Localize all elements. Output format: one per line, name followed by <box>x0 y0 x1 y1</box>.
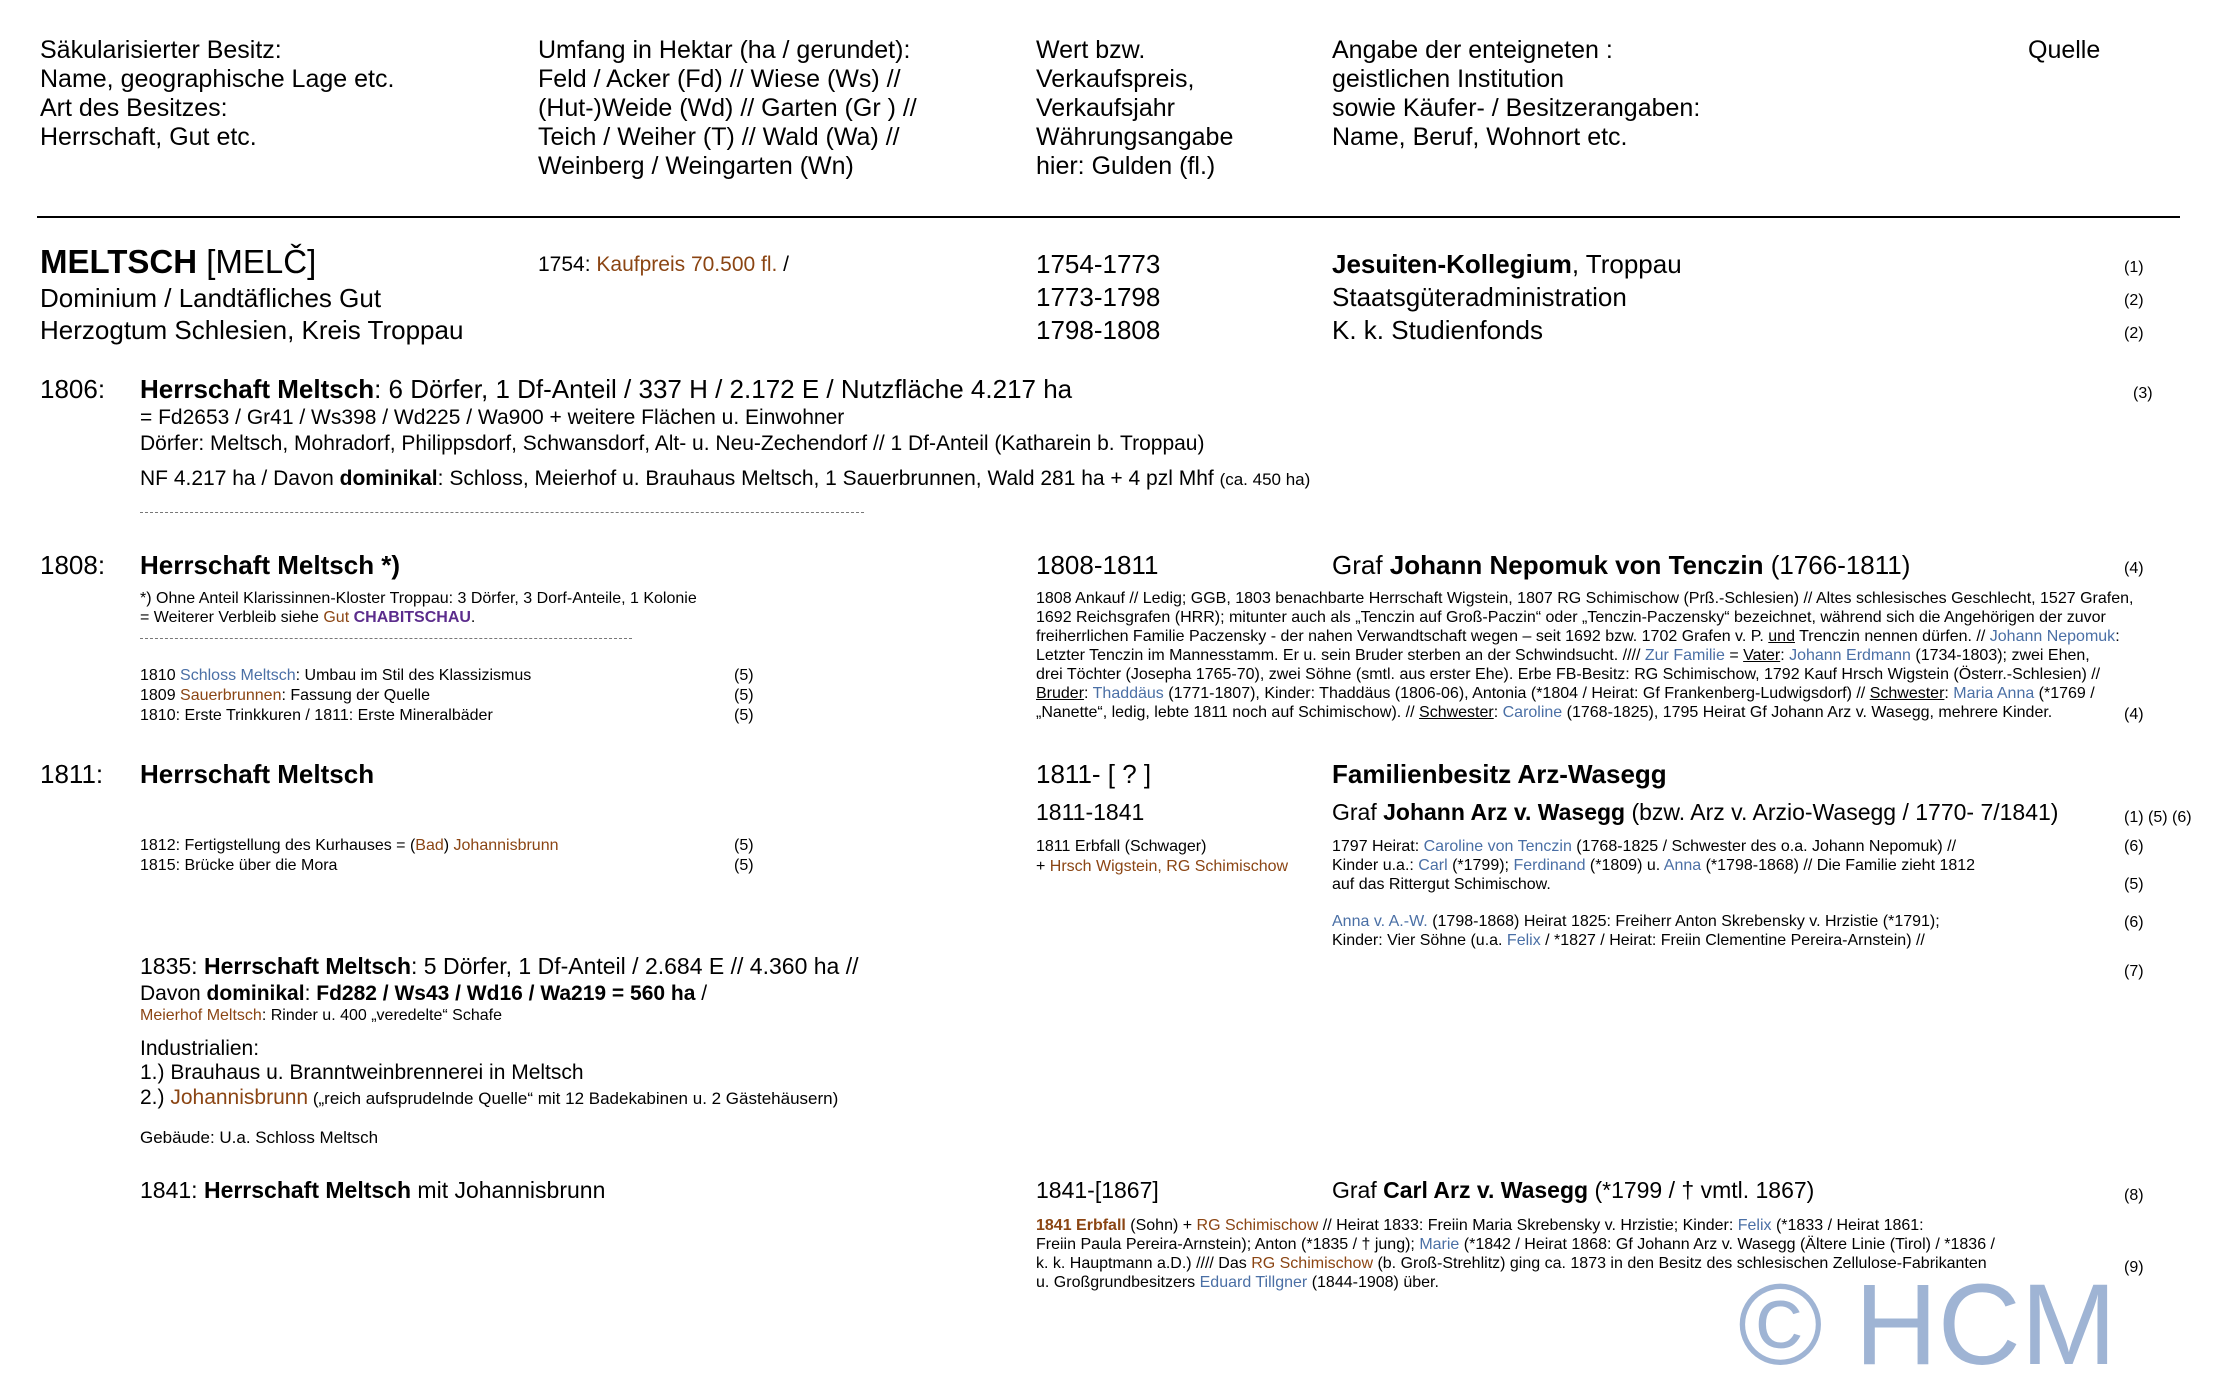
event-text: 1812: Fertigstellung des Kurhauses = ( <box>140 837 416 854</box>
nf-small: (ca. 450 ha) <box>1219 470 1311 489</box>
industrialien-item: 1.) Brauhaus u. Branntweinbrennerei in Meltsch <box>140 1061 584 1084</box>
event-item <box>140 666 531 685</box>
note-text: + <box>1036 858 1050 875</box>
header-text: hier: Gulden (fl.) <box>1036 152 1216 180</box>
section-1808-note: *) Ohne Anteil Klarissinnen-Kloster Troppau: 3 Dörfer, 3 Dorf-Anteile, 1 Kolonie <box>140 590 697 607</box>
event-text: : Fassung der Quelle <box>281 687 430 704</box>
source-ref: (4) <box>2124 706 2144 723</box>
section-1806-areas: = Fd2653 / Gr41 / Ws398 / Wd225 / Wa900 + weitere Flächen u. Einwohner <box>140 406 845 429</box>
hcm-watermark: © HCM <box>1738 1261 2117 1389</box>
owner-rest: , Troppau <box>1571 249 1682 279</box>
line-text: 2.) <box>140 1086 171 1109</box>
source-ref: (5) <box>734 707 754 724</box>
line-text: : Rinder u. 400 „veredelte“ Schafe <box>261 1007 502 1024</box>
line-bold: Herrschaft Meltsch <box>203 953 412 979</box>
event-item: 1810: Erste Trinkkuren / 1811: Erste Mineralbäder <box>140 707 493 724</box>
industrialien-title: Industrialien: <box>140 1037 260 1060</box>
owner-rest: Graf <box>1332 1177 1384 1203</box>
inheritance-note: 1811 Erbfall (Schwager) <box>1036 838 1207 855</box>
section-1835-title <box>140 953 859 980</box>
title-czech: [MELČ] <box>197 243 317 280</box>
source-ref: (5) <box>734 857 754 874</box>
owner-rest: (*1799 / † vmtl. 1867) <box>1588 1177 1815 1203</box>
nf-text: NF 4.217 ha / Davon <box>140 467 340 490</box>
source-ref: (3) <box>2133 385 2153 402</box>
event-link[interactable]: Schloss Meltsch <box>180 667 296 684</box>
owner-rest: (bzw. Arz v. Arzio-Wasegg / 1770- 7/1841) <box>1625 799 2059 825</box>
page-title <box>40 242 316 282</box>
section-1811-title <box>140 758 374 790</box>
ownership-years: 1754-1773 <box>1036 249 1161 279</box>
line-text: / <box>695 982 708 1005</box>
nf-bold: dominikal <box>339 467 438 490</box>
owner-rest: Graf <box>1332 550 1390 580</box>
event-text: 1809 <box>140 687 181 704</box>
source-ref: (1) <box>2124 259 2144 276</box>
ownership-owner <box>1332 799 2058 826</box>
note-text: . <box>470 609 476 626</box>
header-text: Teich / Weiher (T) // Wald (Wa) // <box>538 123 900 151</box>
header-col-quelle: Quelle <box>2028 36 2101 64</box>
header-text: Herrschaft, Gut etc. <box>40 123 257 151</box>
header-col-wert <box>1036 36 1233 181</box>
price-value: Kaufpreis 70.500 fl. <box>596 253 778 276</box>
line-bold: Herrschaft Meltsch <box>203 1177 412 1203</box>
owner-rest: Staatsgüteradministration <box>1332 282 1627 312</box>
source-ref: (6) <box>2124 914 2144 931</box>
johannisbrunn-link[interactable]: Johannisbrunn <box>170 1086 309 1109</box>
ownership-years: 1798-1808 <box>1036 315 1161 345</box>
dashed-divider <box>140 512 864 513</box>
year-1811: 1811: <box>40 759 104 789</box>
source-ref: (7) <box>2124 963 2144 980</box>
event-item <box>140 686 430 705</box>
event-item: 1815: Brücke über die Mora <box>140 857 338 874</box>
gebaeude-note: Gebäude: U.a. Schloss Meltsch <box>140 1128 379 1147</box>
note-text: = Weiterer Verbleib siehe <box>140 609 324 626</box>
section-1806-villages: Dörfer: Meltsch, Mohradorf, Philippsdorf, Schwansdorf, Alt- u. Neu-Zechendorf // 1 Df-Anteil (Katharein b. Troppau) <box>140 432 1205 455</box>
year-1806: 1806: <box>40 374 106 404</box>
price-year: 1754: <box>538 253 597 276</box>
section-1806-nf <box>140 466 1310 493</box>
title-location: Herzogtum Schlesien, Kreis Troppau <box>40 315 464 345</box>
header-text: Umfang in Hektar (ha / gerundet): <box>538 36 911 64</box>
ownership-owner <box>1332 248 1682 280</box>
source-ref: (6) <box>2124 838 2144 855</box>
header-divider <box>37 216 2180 218</box>
line-text: 1835: <box>140 953 204 979</box>
header-text: Name, Beruf, Wohnort etc. <box>1332 123 1628 151</box>
source-ref: (8) <box>2124 1187 2144 1204</box>
section-1808-note <box>140 608 475 627</box>
section-1841-title <box>140 1177 605 1204</box>
header-text: Weinberg / Weingarten (Wn) <box>538 152 854 180</box>
header-text: Verkaufspreis, <box>1036 65 1195 93</box>
owner-rest: K. k. Studienfonds <box>1332 315 1544 345</box>
event-link[interactable]: Johannisbrunn <box>453 837 559 854</box>
ownership-owner <box>1332 314 1543 346</box>
source-ref: (2) <box>2124 325 2144 342</box>
title-rest: : 6 Dörfer, 1 Df-Anteil / 337 H / 2.172 E / Nutzfläche 4.217 ha <box>374 374 1073 404</box>
dashed-divider <box>140 638 632 639</box>
event-text: ) <box>443 837 454 854</box>
ownership-years: 1811- [ ? ] <box>1036 759 1152 789</box>
source-ref: (4) <box>2124 560 2144 577</box>
header-text: Name, geographische Lage etc. <box>40 65 395 93</box>
price-suffix: / <box>777 253 790 276</box>
title-bold: Herrschaft Meltsch <box>140 374 375 404</box>
section-1835-dominikal <box>140 981 707 1007</box>
line-text: („reich aufsprudelnde Quelle“ mit 12 Badekabinen u. 2 Gästehäusern) <box>308 1089 839 1108</box>
owner-rest: Graf <box>1332 799 1384 825</box>
meierhof-link[interactable]: Meierhof Meltsch <box>140 1007 262 1024</box>
ownership-years: 1811-1841 <box>1036 799 1145 825</box>
header-col-angabe <box>1332 36 1700 152</box>
line-bold: Fd282 / Ws43 / Wd16 / Wa219 = 560 ha <box>316 982 696 1005</box>
header-text: geistlichen Institution <box>1332 65 1565 93</box>
line-text: : 5 Dörfer, 1 Df-Anteil / 2.684 E // 4.360 ha // <box>411 953 859 979</box>
header-col-besitz <box>40 36 394 152</box>
source-ref: (5) <box>734 837 754 854</box>
title-bold: Herrschaft Meltsch *) <box>140 550 401 580</box>
header-text: Feld / Acker (Fd) // Wiese (Ws) // <box>538 65 901 93</box>
event-link[interactable]: Bad <box>415 837 444 854</box>
note-link[interactable]: Hrsch Wigstein, RG Schimischow <box>1049 858 1289 875</box>
ownership-years: 1808-1811 <box>1036 550 1159 580</box>
owner-bold: Johann Arz v. Wasegg <box>1383 799 1626 825</box>
title-name: MELTSCH <box>40 243 198 280</box>
ownership-years: 1773-1798 <box>1036 282 1161 312</box>
header-text: (Hut-)Weide (Wd) // Garten (Gr ) // <box>538 94 917 122</box>
ownership-owner <box>1332 758 1667 790</box>
line-text: : <box>304 982 317 1005</box>
event-link[interactable]: Sauerbrunnen <box>180 687 282 704</box>
year-1808: 1808: <box>40 550 106 580</box>
section-1808-title <box>140 549 400 581</box>
title-bold: Herrschaft Meltsch <box>140 759 375 789</box>
event-text: 1810 <box>140 667 181 684</box>
owner-bold: Familienbesitz Arz-Wasegg <box>1332 759 1667 789</box>
owner-bold: Johann Nepomuk von Tenczin <box>1389 550 1764 580</box>
line-text: mit Johannisbrunn <box>411 1177 606 1203</box>
section-1811-description: 1797 Heirat: Caroline von Tenczin (1768-1825 / Schwester des o.a. Johann Nepomuk) // Kinder u.a.: Carl (*1799); Ferdinand (*1809) u. Anna (*1798-1868) // Die Familie zieht 1812 auf das Rittergut Schimischow. Anna v. A.-W. (1798-1868) Heirat 1825: Freiherr Anton Skrebensky v. Hrzistie (*1791); Kinder: Vier Söhne (u.a. Felix / *1827 / Heirat: Freiin Clementine Pereira-Arnstein) // <box>1332 838 1976 949</box>
line-text: Davon <box>140 982 207 1005</box>
header-text: Säkularisierter Besitz: <box>40 36 282 64</box>
nf-text: : Schloss, Meierhof u. Brauhaus Meltsch, 1 Sauerbrunnen, Wald 281 ha + 4 pzl Mhf <box>437 467 1220 490</box>
ownership-years: 1841-[1867] <box>1036 1177 1159 1203</box>
source-ref: (5) <box>2124 876 2144 893</box>
header-text: Währungsangabe <box>1036 123 1234 151</box>
note-link[interactable]: Gut <box>323 609 354 626</box>
ownership-owner <box>1332 549 1910 581</box>
source-ref: (9) <box>2124 1259 2144 1276</box>
owner-bold: Jesuiten-Kollegium <box>1332 249 1572 279</box>
source-ref: (2) <box>2124 292 2144 309</box>
section-1808-description: 1808 Ankauf // Ledig; GGB, 1803 benachbarte Herrschaft Wigstein, 1807 RG Schimischow (Prß.-Schlesien) // Altes schlesisches Geschlecht, 1527 Grafen, 1692 Reichsgrafen (HRR); mitunter auch als „Tenczin auf Groß-Paczin“ oder „Tenczin-Paczensky“ bezeichnet, während sich die Angehörigen der zuvor freiherrlichen Familie Paczensky - der nahen Verwandtschaft wegen – seit 1692 bzw. 1702 Grafen v. P. und Trenczin nennen dürfen. // Johann Nepomuk: Letzter Tenczin im Mannesstamm. Er u. sein Bruder sterben an der Schwindsucht. //// Zur Familie = Vater: Johann Erdmann (1734-1803); zwei Ehen, drei Töchter (Josepha 1765-70), zwei Söhne (smtl. aus erster Ehe). Erbe FB-Besitz: RG Schimischow, 1792 Kauf Hrsch Wigstein (Österr.-Schlesien) // Bruder: Thaddäus (1771-1807), Kinder: Thaddäus (1806-06), Antonia (*1804 / Heirat: Gf Frankenberg-Ludwigsdorf) // Schwester: Maria Anna (*1769 / „Nanette“, ledig, lebte 1811 noch auf Schimischow). // Schwester: Caroline (1768-1825), 1795 Heirat Gf Johann Arz v. Wasegg, mehrere Kinder. <box>1036 590 2134 721</box>
purchase-price <box>538 252 789 278</box>
event-item <box>140 836 559 855</box>
source-ref: (5) <box>734 687 754 704</box>
section-1835-meierhof <box>140 1006 502 1025</box>
note-link[interactable]: CHABITSCHAU <box>353 609 471 626</box>
source-ref: (5) <box>734 667 754 684</box>
header-text: Angabe der enteigneten : <box>1332 36 1613 64</box>
header-text: Verkaufsjahr <box>1036 94 1175 122</box>
industrialien-item <box>140 1085 838 1112</box>
ownership-owner <box>1332 281 1627 313</box>
owner-bold: Carl Arz v. Wasegg <box>1383 1177 1589 1203</box>
header-text: sowie Käufer- / Besitzerangaben: <box>1332 94 1701 122</box>
ownership-owner <box>1332 1177 1814 1204</box>
section-1806-title <box>140 373 1072 405</box>
line-text: 1841: <box>140 1177 204 1203</box>
header-text: Art des Besitzes: <box>40 94 228 122</box>
section-1841-description: 1841 Erbfall (Sohn) + RG Schimischow // Heirat 1833: Freiin Maria Skrebensky v. Hrzistie; Kinder: Felix (*1833 / Heirat 1861: Freiin Paula Pereira-Arnstein); Anton (*1835 / † jung); Marie (*1842 / Heirat 1868: Gf Johann Arz v. Wasegg (Ältere Linie (Tirol) / *1836 / k. k. Hauptmann a.D.) //// Das RG Schimischow (b. Groß-Strehlitz) ging ca. 1873 in den Besitz des schlesischen Zellulose-Fabrikanten u. Großgrundbesitzers Eduard Tillgner (1844-1908) über. <box>1036 1217 1995 1291</box>
title-type: Dominium / Landtäfliches Gut <box>40 283 382 313</box>
inheritance-note <box>1036 857 1288 876</box>
source-ref: (1) (5) (6) <box>2124 809 2192 826</box>
header-text: Wert bzw. <box>1036 36 1146 64</box>
owner-rest: (1766-1811) <box>1763 550 1911 580</box>
event-text: : Umbau im Stil des Klassizismus <box>295 667 532 684</box>
line-bold: dominikal <box>206 982 305 1005</box>
header-col-umfang <box>538 36 917 181</box>
